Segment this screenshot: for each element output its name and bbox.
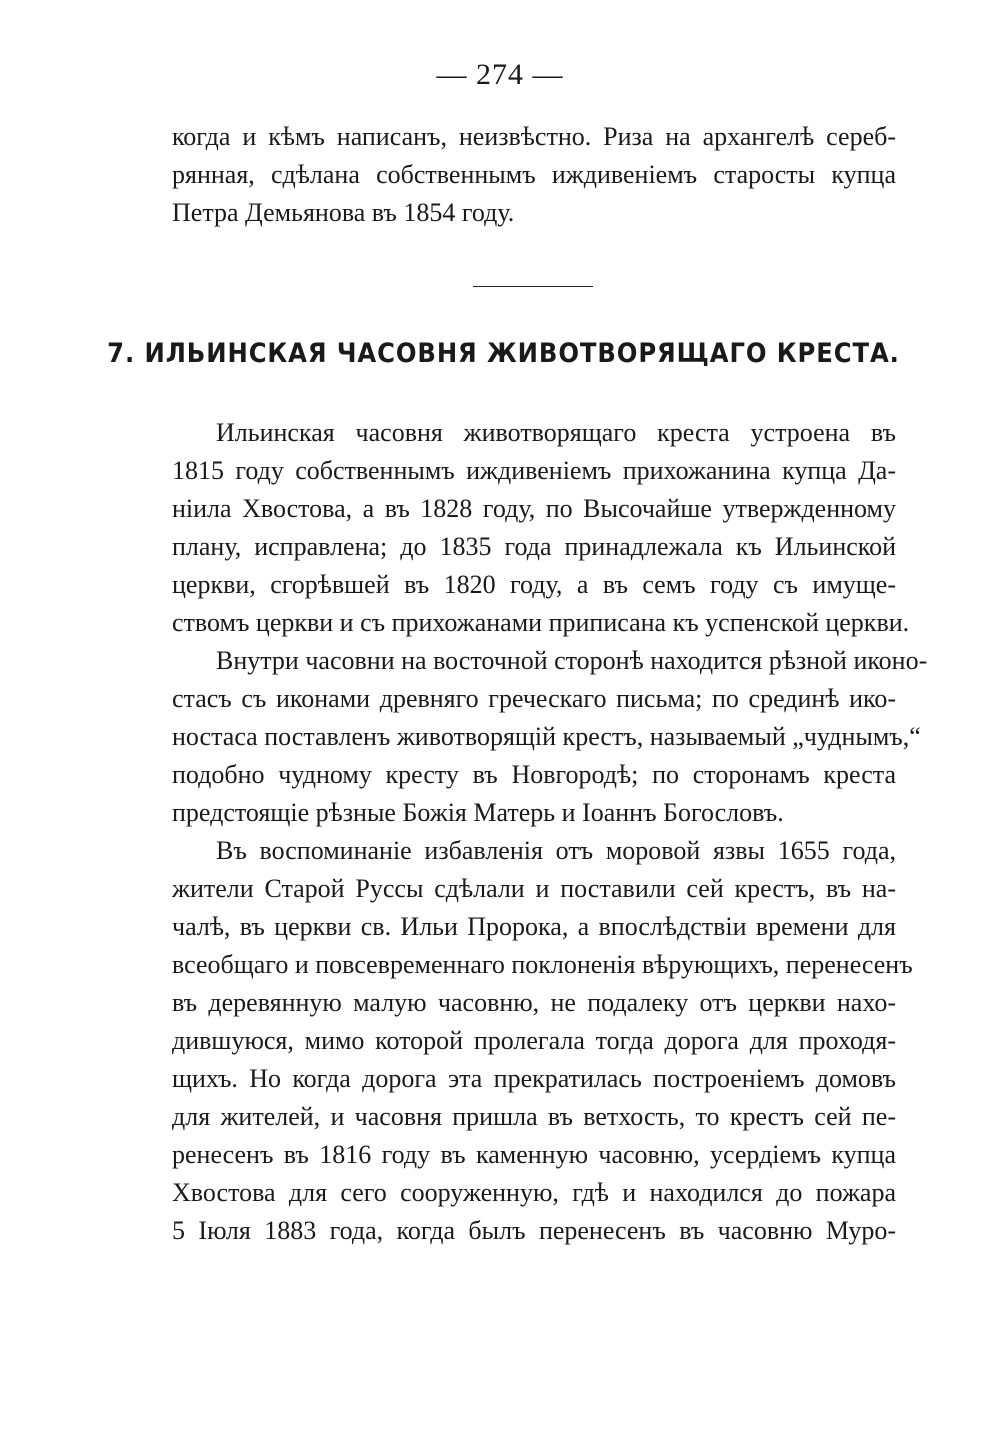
text-line: Внутри часовни на восточной сторонѣ находится рѣзной иконо- [216,646,928,675]
text-line: Хвостова для сего сооруженную, гдѣ и находился до пожара [172,1178,896,1207]
page-number: — 274 — [436,58,564,91]
text-line: Въ воспоминанiе избавленiя отъ моровой язвы 1655 года, [216,836,896,865]
text-line: ствомъ церкви и съ прихожанами приписана къ успенской церкви. [172,608,910,637]
paragraph [172,832,913,1250]
text-line: въ деревянную малую часовню, не подалеку отъ церкви нахо- [172,988,896,1017]
text-line: церкви, сгорѣвшей въ 1820 году, а въ семъ году съ имуще- [172,570,896,599]
text-line: дившуюся, мимо которой пролегала тогда дорога для проходя- [172,1026,896,1055]
section-body [172,414,928,1250]
text-line: рянная, сдѣлана собственнымъ иждивенiемъ старосты купца [172,160,896,189]
text-line: подобно чудному кресту въ Новгородѣ; по сторонамъ креста [172,760,896,789]
paragraph [172,414,910,642]
text-line: Ильинская часовня животворящаго креста устроена въ [216,418,896,447]
text-line: когда и кѣмъ написанъ, неизвѣстно. Риза на архангелѣ сереб- [172,122,896,151]
text-line: ностаса поставленъ животворящiй крестъ, называемый „чуднымъ,“ [172,722,921,751]
section-heading: 7. ИЛЬИНСКАЯ ЧАСОВНЯ ЖИВОТВОРЯЩАГО КРЕСТА. [107,338,900,369]
text-line: щихъ. Но когда дорога эта прекратилась построенiемъ домовъ [172,1064,896,1093]
top-paragraph [172,118,896,232]
text-line: для жителей, и часовня пришла въ ветхость, то крестъ сей пе- [172,1102,896,1131]
text-line: всеобщаго и повсевременнаго поклоненiя вѣрующихъ, перенесенъ [172,950,913,979]
section-separator [473,286,593,287]
text-line: Петра Демьянова въ 1854 году. [172,198,515,227]
text-line: стасъ съ иконами древняго греческаго письма; по срединѣ ико- [172,684,896,713]
text-line: нiила Хвостова, а въ 1828 году, по Высочайше утвержденному [172,494,896,523]
text-line: плану, исправлена; до 1835 года принадлежала къ Ильинской [172,532,896,561]
text-line: предстоящiе рѣзные Божiя Матерь и Iоаннъ Богословъ. [172,798,784,827]
paragraph [172,642,928,832]
text-line: чалѣ, въ церкви св. Ильи Пророка, а впослѣдствiи времени для [172,912,896,941]
text-line: ренесенъ въ 1816 году въ каменную часовню, усердiемъ купца [172,1140,896,1169]
text-line: жители Старой Руссы сдѣлали и поставили сей крестъ, въ на- [172,874,896,903]
text-line: 5 Iюля 1883 года, когда былъ перенесенъ въ часовню Муро- [172,1216,896,1245]
text-line: 1815 году собственнымъ иждивенiемъ прихожанина купца Да- [172,456,896,485]
